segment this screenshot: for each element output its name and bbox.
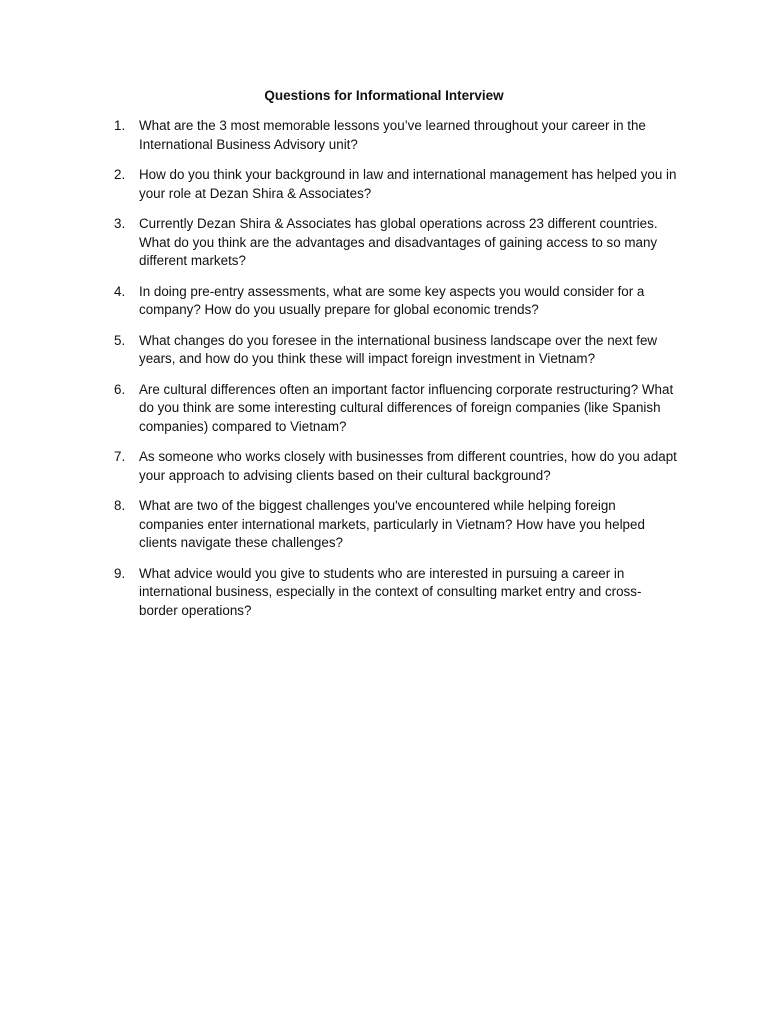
question-number: 4. bbox=[114, 283, 126, 299]
question-item bbox=[114, 332, 679, 369]
question-item bbox=[114, 166, 679, 203]
question-text: What are two of the biggest challenges you've encountered while helping foreign companies enter international markets, particularly in Vietnam? How have you helped clients navigate these challenges? bbox=[139, 498, 645, 550]
question-item bbox=[114, 448, 679, 485]
question-item bbox=[114, 117, 679, 154]
question-number: 7. bbox=[114, 449, 126, 464]
question-number: 2. bbox=[114, 167, 126, 182]
question-item bbox=[114, 381, 679, 437]
question-text: What are the 3 most memorable lessons you’ve learned throughout your career in the International Business Advisory unit? bbox=[139, 118, 646, 152]
question-item bbox=[114, 215, 679, 271]
question-number: 5. bbox=[114, 332, 126, 348]
question-number: 8. bbox=[114, 498, 126, 513]
question-number: 6. bbox=[114, 381, 126, 397]
question-number: 3. bbox=[114, 216, 126, 231]
question-item bbox=[114, 565, 679, 621]
question-text: What changes do you foresee in the international business landscape over the next few years, and how do you think these will impact foreign investment in Vietnam? bbox=[139, 332, 658, 366]
question-item bbox=[114, 497, 679, 553]
question-text: Currently Dezan Shira & Associates has global operations across 23 different countries. What do you think are the advantages and disadvantages of gaining access to so many different markets? bbox=[139, 216, 658, 268]
question-text: Are cultural differences often an important factor influencing corporate restructuring? What do you think are some interesting cultural differences of foreign companies (like Spanish companies) compared to Vietnam? bbox=[139, 381, 674, 434]
question-item bbox=[114, 283, 679, 320]
document-title: Questions for Informational Interview bbox=[264, 88, 504, 103]
question-number: 9. bbox=[114, 565, 126, 581]
question-text: In doing pre-entry assessments, what are some key aspects you would consider for a company? How do you usually prepare for global economic trends? bbox=[139, 283, 645, 317]
question-number: 1. bbox=[114, 118, 126, 133]
question-list bbox=[114, 117, 679, 632]
question-text: What advice would you give to students who are interested in pursuing a career in international business, especially in the context of consulting market entry and cross-border operations? bbox=[139, 565, 642, 618]
question-text: As someone who works closely with businesses from different countries, how do you adapt your approach to advising clients based on their cultural background? bbox=[139, 449, 677, 483]
question-text: How do you think your background in law and international management has helped you in your role at Dezan Shira & Associates? bbox=[139, 167, 677, 201]
